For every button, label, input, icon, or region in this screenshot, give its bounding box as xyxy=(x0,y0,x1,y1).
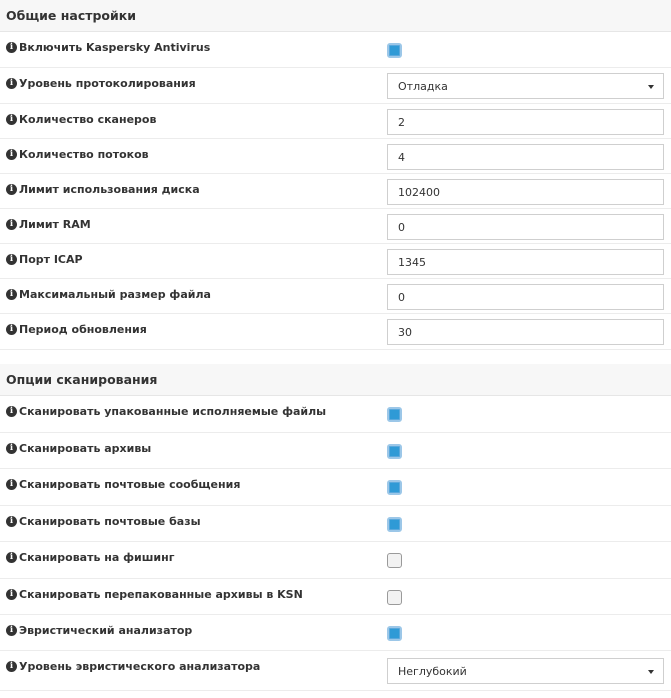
setting-label-text: Сканировать почтовые базы xyxy=(19,515,201,528)
setting-checkbox[interactable] xyxy=(387,626,402,641)
scan-setting-row xyxy=(0,433,671,469)
info-icon[interactable]: i xyxy=(6,661,17,672)
scan-setting-row xyxy=(0,615,671,651)
setting-label xyxy=(6,183,200,196)
input-value: 30 xyxy=(398,325,412,339)
scan-setting-row xyxy=(0,579,671,615)
setting-checkbox[interactable] xyxy=(387,480,402,495)
setting-checkbox[interactable] xyxy=(387,553,402,568)
section-title-general: Общие настройки xyxy=(0,0,671,32)
input-value: 102400 xyxy=(398,185,440,199)
setting-label xyxy=(6,253,83,266)
setting-label-text: Эвристический анализатор xyxy=(19,624,193,637)
setting-label-text: Сканировать упакованные исполняемые файлы xyxy=(19,405,327,418)
setting-checkbox[interactable] xyxy=(387,43,402,58)
setting-label-text: Количество потоков xyxy=(19,148,149,161)
info-icon[interactable]: i xyxy=(6,406,17,417)
info-icon[interactable]: i xyxy=(6,254,17,265)
setting-select[interactable] xyxy=(387,73,664,99)
setting-label-text: Включить Kaspersky Antivirus xyxy=(19,41,211,54)
setting-label xyxy=(6,41,210,54)
info-icon[interactable]: i xyxy=(6,589,17,600)
setting-label-text: Максимальный размер файла xyxy=(19,288,211,301)
scan-setting-row xyxy=(0,651,671,691)
setting-label xyxy=(6,515,201,528)
setting-checkbox[interactable] xyxy=(387,407,402,422)
setting-label xyxy=(6,624,192,637)
select-value: Отладка xyxy=(398,79,448,93)
scan-options-section xyxy=(0,364,671,691)
scan-setting-row xyxy=(0,506,671,542)
setting-input[interactable] xyxy=(387,249,664,275)
setting-label-text: Лимит RAM xyxy=(19,218,91,231)
info-icon[interactable]: i xyxy=(6,324,17,335)
general-setting-row xyxy=(0,139,671,174)
input-value: 0 xyxy=(398,220,405,234)
general-setting-row xyxy=(0,32,671,68)
setting-label-text: Период обновления xyxy=(19,323,147,336)
setting-input[interactable] xyxy=(387,144,664,170)
setting-label-text: Уровень эвристического анализатора xyxy=(19,660,261,673)
info-icon[interactable]: i xyxy=(6,552,17,563)
setting-label-text: Сканировать перепакованные архивы в KSN xyxy=(19,588,303,601)
input-value: 0 xyxy=(398,290,405,304)
setting-label xyxy=(6,442,151,455)
setting-label xyxy=(6,288,211,301)
setting-input[interactable] xyxy=(387,109,664,135)
section-spacer xyxy=(0,350,671,364)
info-icon[interactable]: i xyxy=(6,443,17,454)
general-setting-row xyxy=(0,279,671,314)
setting-label xyxy=(6,323,147,336)
info-icon[interactable]: i xyxy=(6,625,17,636)
info-icon[interactable]: i xyxy=(6,219,17,230)
general-settings-rows xyxy=(0,32,671,350)
setting-label-text: Сканировать почтовые сообщения xyxy=(19,478,241,491)
setting-label xyxy=(6,551,174,564)
info-icon[interactable]: i xyxy=(6,516,17,527)
general-setting-row xyxy=(0,174,671,209)
setting-label xyxy=(6,405,326,418)
input-value: 2 xyxy=(398,115,405,129)
scan-setting-row xyxy=(0,396,671,433)
setting-select[interactable] xyxy=(387,658,664,684)
info-icon[interactable]: i xyxy=(6,42,17,53)
section-title-scan: Опции сканирования xyxy=(0,364,671,396)
setting-input[interactable] xyxy=(387,179,664,205)
chevron-down-icon[interactable] xyxy=(648,85,654,89)
scan-setting-row xyxy=(0,542,671,579)
setting-label-text: Уровень протоколирования xyxy=(19,77,196,90)
setting-label xyxy=(6,218,91,231)
setting-label-text: Сканировать на фишинг xyxy=(19,551,175,564)
setting-label xyxy=(6,588,303,601)
general-setting-row xyxy=(0,209,671,244)
input-value: 1345 xyxy=(398,255,426,269)
setting-checkbox[interactable] xyxy=(387,590,402,605)
info-icon[interactable]: i xyxy=(6,114,17,125)
setting-input[interactable] xyxy=(387,319,664,345)
setting-checkbox[interactable] xyxy=(387,517,402,532)
setting-label-text: Количество сканеров xyxy=(19,113,157,126)
info-icon[interactable]: i xyxy=(6,479,17,490)
info-icon[interactable]: i xyxy=(6,149,17,160)
setting-label xyxy=(6,478,240,491)
setting-label-text: Лимит использования диска xyxy=(19,183,200,196)
info-icon[interactable]: i xyxy=(6,184,17,195)
general-setting-row xyxy=(0,244,671,279)
setting-label-text: Сканировать архивы xyxy=(19,442,152,455)
select-value: Неглубокий xyxy=(398,664,467,678)
setting-input[interactable] xyxy=(387,214,664,240)
general-setting-row xyxy=(0,314,671,350)
setting-label-text: Порт ICAP xyxy=(19,253,83,266)
setting-label xyxy=(6,113,156,126)
general-setting-row xyxy=(0,68,671,104)
info-icon[interactable]: i xyxy=(6,289,17,300)
setting-checkbox[interactable] xyxy=(387,444,402,459)
general-setting-row xyxy=(0,104,671,139)
scan-setting-row xyxy=(0,469,671,506)
scan-options-rows xyxy=(0,396,671,691)
setting-label xyxy=(6,77,196,90)
setting-input[interactable] xyxy=(387,284,664,310)
info-icon[interactable]: i xyxy=(6,78,17,89)
setting-label xyxy=(6,660,260,673)
chevron-down-icon[interactable] xyxy=(648,670,654,674)
setting-label xyxy=(6,148,149,161)
input-value: 4 xyxy=(398,150,405,164)
